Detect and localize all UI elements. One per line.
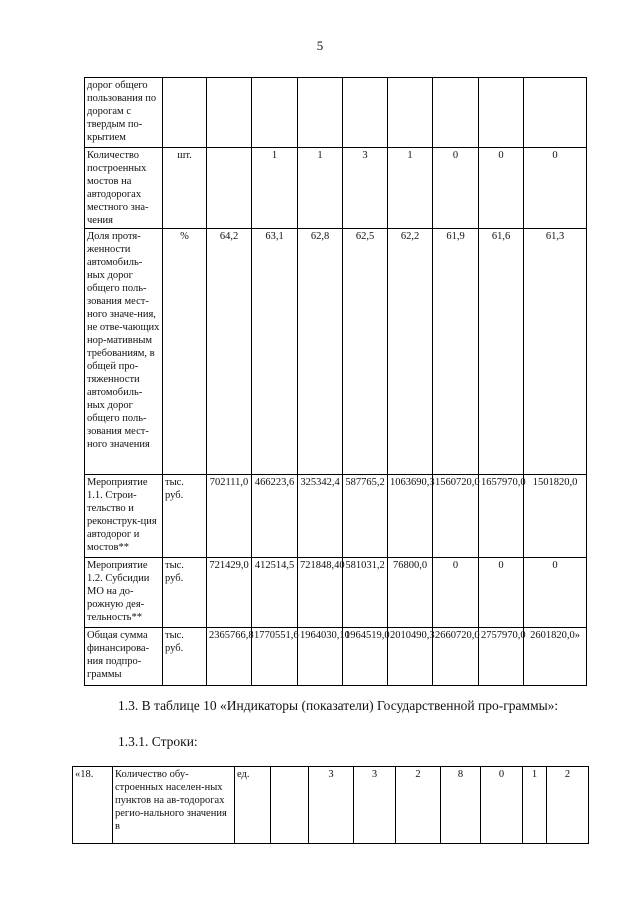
row-unit: ед. [235, 767, 271, 844]
table-row: «18. Количество обу-строенных населен-ных пунктов на ав-тодорогах регио-нального значения в ед. 3 3 2 8 0 1 2 [73, 767, 589, 844]
row-unit: тыс. руб. [163, 475, 207, 558]
table-row [85, 78, 587, 148]
row-name: Общая сумма финансирова-ния подпро-граммы [85, 628, 163, 686]
row-unit: тыс. руб. [163, 558, 207, 628]
table-row: Количество построенных мостов на автодорогах местного зна-чения шт. 1 1 3 1 0 0 0 [85, 148, 587, 229]
paragraph-table-10: 1.3. В таблице 10 «Индикаторы (показатели) Государственной про-граммы»: [118, 698, 559, 713]
row-unit: шт. [163, 148, 207, 229]
row-number: «18. [73, 767, 113, 844]
row-name: Доля протя-женности автомобиль-ных дорог общего поль-зования мест-ного значе-ния, не отве-чающих нор-мативным требованиям, в общей про-тяженности автомобиль-ных дорог общего поль-зования мест-ного значения [85, 229, 163, 475]
row-unit: % [163, 229, 207, 475]
indicators-table-10 [72, 766, 589, 844]
table-row: Доля протя-женности автомобиль-ных дорог общего поль-зования мест-ного значе-ния, не отве-чающих нор-мативным требованиям, в общей про-тяженности автомобиль-ных дорог общего поль-зования мест-ного значения % 64,2 63,1 62,8 62,5 62,2 61,9 61,6 61,3 [85, 229, 587, 475]
row-name: Количество обу-строенных населен-ных пунктов на ав-тодорогах регио-нального значения в [113, 767, 235, 844]
row-name: Мероприятие 1.2. Субсидии МО на до-рожную дея-тельность** [85, 558, 163, 628]
page-number: 5 [316, 38, 324, 53]
row-name: дорог общего пользования по дорогам с твердым по-крытием [85, 78, 163, 148]
table-row: Мероприятие 1.2. Субсидии МО на до-рожную дея-тельность** тыс. руб. 721429,0 412514,5 721848,40 581031,2 76800,0 0 0 0 [85, 558, 587, 628]
table-row: Мероприятие 1.1. Строи-тельство и реконструк-ция автодорог и мостов** тыс. руб. 702111,0 466223,6 325342,4 587765,2 1063690,3 1560720,0 1657970,0 1501820,0 [85, 475, 587, 558]
row-unit: тыс. руб. [163, 628, 207, 686]
row-name: Количество построенных мостов на автодорогах местного зна-чения [85, 148, 163, 229]
table-row: Общая сумма финансирова-ния подпро-граммы тыс. руб. 2365766,8 1770551,6 1964030,10 1964519,0 2010490,3 2660720,0 2757970,0 2601820,0» [85, 628, 587, 686]
row-name: Мероприятие 1.1. Строи-тельство и реконструк-ция автодорог и мостов** [85, 475, 163, 558]
indicators-table [84, 77, 587, 686]
paragraph-rows: 1.3.1. Строки: [118, 734, 198, 749]
